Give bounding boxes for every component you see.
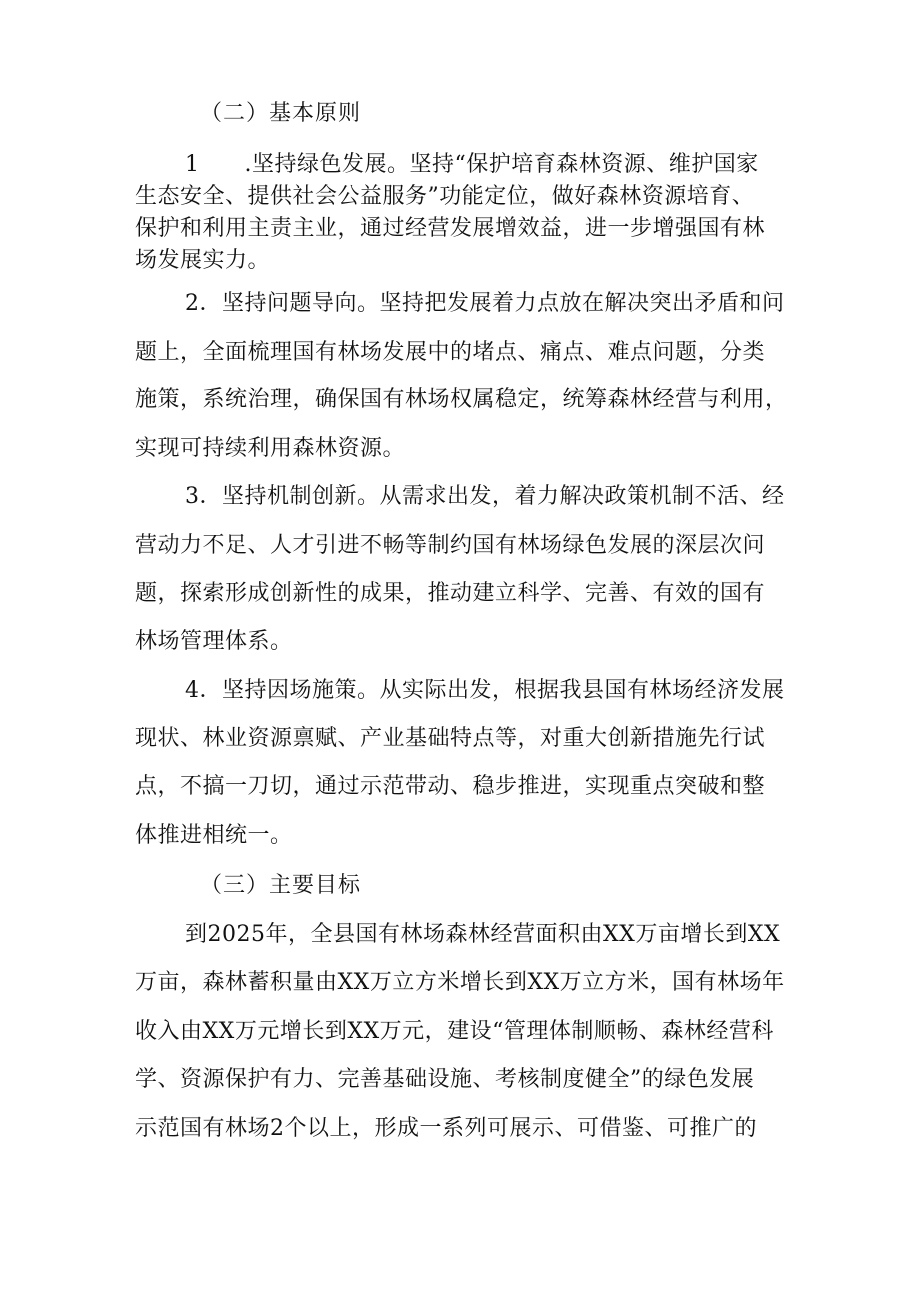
- paragraph-3-line-3: 题，探索形成创新性的成果，推动建立科学、完善、有效的国有: [135, 581, 766, 606]
- paragraph-4-line-4: 体推进相统一。: [135, 823, 293, 848]
- paragraph-2-line-2: 题上，全面梳理国有林场发展中的堵点、痛点、难点问题，分类: [135, 340, 766, 365]
- paragraph-1-line-1: 1 .坚持绿色发展。坚持“保护培育森林资源、维护国家: [185, 152, 759, 177]
- paragraph-5-line-2: 万亩，森林蓄积量由XX万立方米增长到XX万立方米，国有林场年: [135, 970, 785, 995]
- paragraph-1-line-2: 生态安全、提供社会公益服务”功能定位，做好森林资源培育、: [135, 184, 755, 209]
- paragraph-5-line-4: 学、资源保护有力、完善基础设施、考核制度健全”的绿色发展: [135, 1067, 755, 1092]
- paragraph-3-line-1: 3．坚持机制创新。从需求出发，着力解决政策机制不活、经: [185, 484, 785, 509]
- paragraph-3-line-4: 林场管理体系。: [135, 629, 293, 654]
- paragraph-5-line-5: 示范国有林场2个以上，形成一系列可展示、可借鉴、可推广的: [135, 1116, 757, 1141]
- section-heading-main-objectives: （三）主要目标: [200, 873, 362, 898]
- paragraph-5-line-1: 到2025年，全县国有林场森林经营面积由XX万亩增长到XX: [185, 922, 781, 947]
- paragraph-2-line-3: 施策，系统治理，确保国有林场权属稳定，统筹森林经营与利用，: [135, 387, 788, 412]
- paragraph-5-line-3: 收入由XX万元增长到XX万元，建设“管理体制顺畅、森林经营科: [135, 1019, 774, 1044]
- section-heading-basic-principles: （二）基本原则: [200, 101, 362, 126]
- paragraph-4-line-1: 4．坚持因场施策。从实际出发，根据我县国有林场经济发展: [185, 678, 785, 703]
- paragraph-1-line-3: 保护和利用主责主业，通过经营发展增效益，进一步增强国有林: [135, 216, 766, 241]
- paragraph-4-line-2: 现状、林业资源禀赋、产业基础特点等，对重大创新措施先行试: [135, 726, 766, 751]
- paragraph-2-line-1: 2．坚持问题导向。坚持把发展着力点放在解决突出矛盾和问: [185, 291, 785, 316]
- paragraph-4-line-3: 点，不搞一刀切，通过示范带动、稳步推进，实现重点突破和整: [135, 774, 766, 799]
- paragraph-2-line-4: 实现可持续利用森林资源。: [135, 436, 406, 461]
- paragraph-3-line-2: 营动力不足、人才引进不畅等制约国有林场绿色发展的深层次问: [135, 533, 766, 558]
- paragraph-1-line-4: 场发展实力。: [135, 248, 271, 273]
